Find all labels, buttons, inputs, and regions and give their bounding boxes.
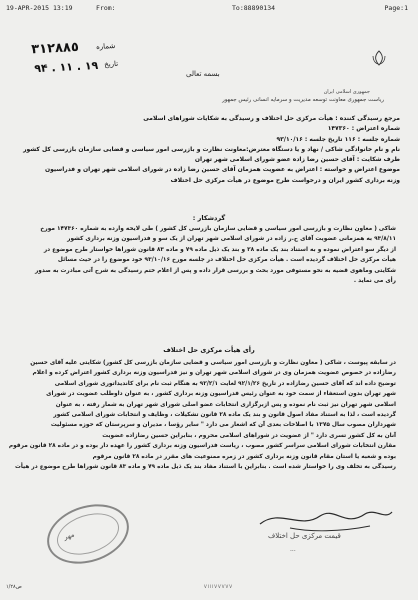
official-seal: [39, 494, 136, 573]
header-line: طرف شکایت : آقای حسین رضا زاده عضو شورای اسلامی شهر تهران: [194, 156, 400, 164]
decision-title: رأی هیأت مرکزی حل اختلاف: [163, 346, 255, 354]
seal-text: مهر: [62, 530, 76, 542]
report-line: شاکی ( معاون نظارت و بازرسی امور سیاسی و قضایی سازمان بازرسی کل کشور ) طی لایحه وارده به شماره ۱۴۷۳۶۰ مورخ: [40, 226, 396, 232]
stamp-date: ۹۴ . ۱۱ . ۱۹: [33, 58, 99, 76]
decision-line: توضیح داده اند که آقای حسین رضازاده در تاریخ ۹۲/۱/۲۶ لغایت ۹۲/۲/۱ به هنگام ثبت نام برای کاندیداتوری شورای اسلامی: [54, 380, 396, 387]
header-line: موضوع اعتراض و خواسته : اعتراض به عضویت همزمان آقای حسین رضا زاده در شورای اسلامی شهر تهران و فدراسیون: [44, 166, 400, 174]
report-line: شکایتی وماهوی قضیه به نحو مستوفی مورد بحث و بررسی قرار داده و پس از اعلام ختم رسیدگی به شرح آتی مبادرت به صدور: [34, 267, 396, 274]
report-line: هیأت مرکزی حل اختلاف گردیده است . هیأت مرکزی حل اختلاف در جلسه مورخ ۹۳/۱۰/۱۶ خود موضوع را در حیث مسائل: [57, 257, 396, 264]
registration-stamp: [27, 37, 127, 86]
footer-page-number: ص۱/۲۸: [6, 584, 22, 590]
handwritten-signature: [250, 502, 400, 536]
decision-line: بوده و شعبه یا استان مقام قانون وزنه برداری کشور در زمره ممنوعیت های مقرر در ماده ۲۸ قانون مرقوم: [92, 453, 396, 460]
decision-line: رضازاده در خصوص عضویت همزمان وی در شورای اسلامی شهر تهران و نیز فدراسیون وزنه برداری کشور اعتراض کرده و اعلام: [32, 370, 396, 377]
report-line: از دیگر سو اعتراض نموده و به استناد بند یک ماده ۲۸ و بند یک ذیل ماده ۷۹ و ماده ۸۳ قانون شوراها خواستار طرح موضوع در: [43, 246, 396, 253]
signature-block: [250, 502, 400, 558]
decision-line: شهر تهران بدون استعفاء از سمت خود به عنوان رئیس فدراسیون وزنه برداری کشور ، به عنوان داوطلب عضویت در شورای: [46, 391, 396, 398]
signature-subcaption: ...: [290, 546, 296, 553]
bismillah-heading: بسمه تعالی: [186, 70, 220, 78]
fax-to: To:88890134: [232, 4, 276, 12]
header-line: شماره جلسه : ۱۱۶ تاریخ جلسه : ۹۳/۱۰/۱۶: [276, 135, 400, 143]
report-line: رأی می نماید .: [353, 278, 396, 285]
header-line: شماره اعتراض : ۱۴۷۳۶۰: [327, 125, 400, 133]
fax-page: Page:1: [384, 4, 408, 12]
stamp-number-label: شماره: [95, 41, 116, 51]
signature-caption: قیمت مرکزی حل اختلاف: [268, 532, 341, 540]
stamp-number: ٣١٢٨٨٥: [30, 39, 80, 58]
decision-line: اسلامی شهر تهران نیز ثبت نام نموده و پس ازبرگزاری انتخابات عضو اصلی شورای شهر تهران به شمار رفته ، به عنوان: [55, 401, 396, 408]
republic-label: جمهوری اسلامی ایران: [323, 89, 370, 95]
header-line: نام و نام خانوادگی شاکی / نهاد و یا دستگاه معترض:معاونت نظارت و بازرسی امور سیاسی و قضایی سازمان بازرسی کل کشور: [23, 145, 400, 153]
footer-code: VIIIVVVVV: [204, 584, 233, 589]
header-line: مرجع رسیدگی کننده : هیأت مرکزی حل اختلاف و رسیدگی به شکایات شوراهای اسلامی: [143, 115, 400, 122]
decision-line: گردیده است ، لذا به استناد مفاد اصول قانون و بند یک ماده ۲۸ قانون تشکیلات ، وظایف و انتخابات شورای اسلامی کشور: [53, 412, 396, 419]
decision-paragraph: [8, 358, 396, 472]
report-title: گردشکار :: [192, 214, 226, 222]
stamp-date-label: تاریخ: [104, 59, 119, 69]
case-header: [22, 114, 400, 186]
report-paragraph: [30, 224, 396, 286]
decision-line: رسیدگی به تخلف وی را خواستار شده است . بنابراین با استناد مفاد بند یک ذیل ماده ۷۹ و ماده ۸۳ قانون شوراها طرح موضوع در هیأت: [15, 464, 396, 471]
fax-date: 19-APR-2015 13:19: [6, 4, 73, 12]
ministry-label: ریاست جمهوری معاونت توسعه مدیریت و سرمایه انسانی رئیس جمهور: [222, 97, 384, 103]
emblem-icon: [370, 50, 388, 66]
report-line: ۹۳/۸/۱۱ به همزمانی عضویت آقای ح.ر زاده در شورای اسلامی شهر تهران از یک سو و فدراسیون وزنه برداری کشور: [67, 236, 396, 243]
decision-line: در سابقه پیوست ، شاکی ( معاون نظارت و بازرسی امور سیاسی و قضایی سازمان بازرسی کل کشور) شکایتی علیه آقای حسین: [30, 360, 396, 366]
fax-from: From:: [96, 4, 116, 12]
decision-line: مقارن انتخابات شورای اسلامی سراسر کشور مصوب ، ریاست فدراسیون وزنه برداری کشور را عهده دار بوده و در ماده ۲۸ قانون مرقوم: [8, 443, 396, 450]
decision-line: شهرداران مصوب سال ۱۳۷۵ با اصلاحات بعدی آن که اشعار می دارد " سایر رؤسا ، مدیران و سرپرستان که حوزه مسئولیت: [50, 422, 396, 429]
header-line: وزنه برداری کشور ایران و درخواست طرح موضوع در هیأت مرکزی حل اختلاف: [170, 176, 400, 184]
decision-line: آنان به کل کشور تسری دارد " از عضویت در شوراهای اسلامی محروم ، بنابراین حسین رضازاده عضویت: [102, 432, 396, 439]
